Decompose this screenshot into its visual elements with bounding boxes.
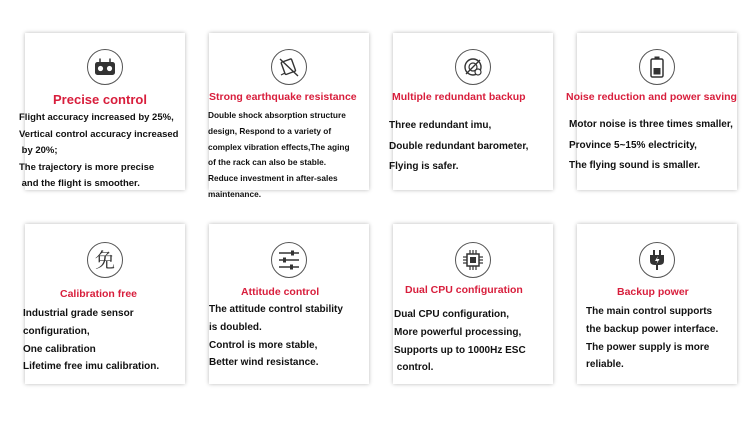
equalizer-sliders-icon <box>271 242 307 278</box>
feature-title: Calibration free <box>60 288 138 300</box>
battery-icon <box>639 49 675 85</box>
free-character-glyph: 免 <box>95 248 115 272</box>
feature-line: The power supply is more <box>586 341 710 353</box>
feature-line: control. <box>394 362 434 374</box>
feature-line: Flight accuracy increased by 25%, <box>19 112 174 123</box>
feature-line: the backup power interface. <box>586 323 719 335</box>
feature-line: Province 5~15% electricity, <box>569 139 697 151</box>
feature-line: Supports up to 1000Hz ESC <box>394 344 526 356</box>
feature-line: Reduce investment in after-sales <box>208 173 338 184</box>
feature-title: Precise control <box>53 92 147 107</box>
feature-card-noise-reduction <box>566 33 737 190</box>
feature-description <box>208 108 350 203</box>
cpu-chip-icon <box>455 242 491 278</box>
feature-line: complex vibration effects,The aging <box>208 141 350 152</box>
shock-absorption-icon <box>271 49 307 85</box>
feature-line: Flying is safer. <box>389 161 459 172</box>
remote-controller-icon <box>87 49 123 85</box>
feature-line: Control is more stable, <box>209 339 318 351</box>
feature-description <box>586 303 718 374</box>
feature-title: Attitude control <box>241 286 320 298</box>
power-plug-icon <box>639 242 675 278</box>
feature-line: reliable. <box>586 359 624 371</box>
feature-line: Better wind resistance. <box>209 357 319 369</box>
backup-sensor-icon <box>455 49 491 85</box>
feature-line: design, Respond to a variety of <box>208 125 332 136</box>
feature-line: More powerful processing, <box>394 326 522 338</box>
feature-line: The main control supports <box>586 306 713 317</box>
feature-line: Industrial grade sensor <box>23 308 134 319</box>
feature-line: The attitude control stability <box>209 304 343 315</box>
feature-line: maintenance. <box>208 188 262 199</box>
feature-line: One calibration <box>23 343 96 355</box>
feature-line: Double shock absorption structure <box>208 110 346 120</box>
feature-card-redundant-backup <box>389 33 553 190</box>
feature-description <box>209 301 343 372</box>
feature-title: Multiple redundant backup <box>392 91 526 103</box>
feature-card-attitude-control <box>209 224 369 384</box>
free-character-icon <box>87 242 123 278</box>
feature-line: The trajectory is more precise <box>19 161 155 173</box>
feature-line: Dual CPU configuration, <box>394 309 509 320</box>
feature-card-dual-cpu <box>393 224 553 384</box>
feature-description <box>19 110 178 193</box>
feature-line: is doubled. <box>209 321 262 333</box>
feature-card-backup-power <box>577 224 737 384</box>
feature-line: Three redundant imu, <box>389 120 492 131</box>
feature-card-calibration-free <box>25 224 185 384</box>
feature-description <box>389 116 528 178</box>
feature-description <box>569 115 733 177</box>
feature-line: Double redundant barometer, <box>389 140 529 152</box>
feature-title: Noise reduction and power saving <box>566 91 737 103</box>
feature-line: Motor noise is three times smaller, <box>569 119 733 130</box>
feature-title: Backup power <box>617 286 689 298</box>
feature-description <box>23 305 159 376</box>
feature-line: of the rack can also be stable. <box>208 157 327 168</box>
feature-card-precise-control <box>19 33 185 190</box>
feature-description <box>394 306 526 377</box>
feature-line: and the flight is smoother. <box>19 178 140 189</box>
feature-line: The flying sound is smaller. <box>569 160 701 171</box>
feature-line: by 20%; <box>19 145 58 156</box>
feature-card-earthquake-resistance <box>208 33 369 199</box>
feature-line: Vertical control accuracy increased <box>19 128 179 140</box>
feature-title: Dual CPU configuration <box>405 284 523 296</box>
feature-line: Lifetime free imu calibration. <box>23 361 160 373</box>
feature-title: Strong earthquake resistance <box>209 91 357 103</box>
feature-line: configuration, <box>23 325 90 337</box>
